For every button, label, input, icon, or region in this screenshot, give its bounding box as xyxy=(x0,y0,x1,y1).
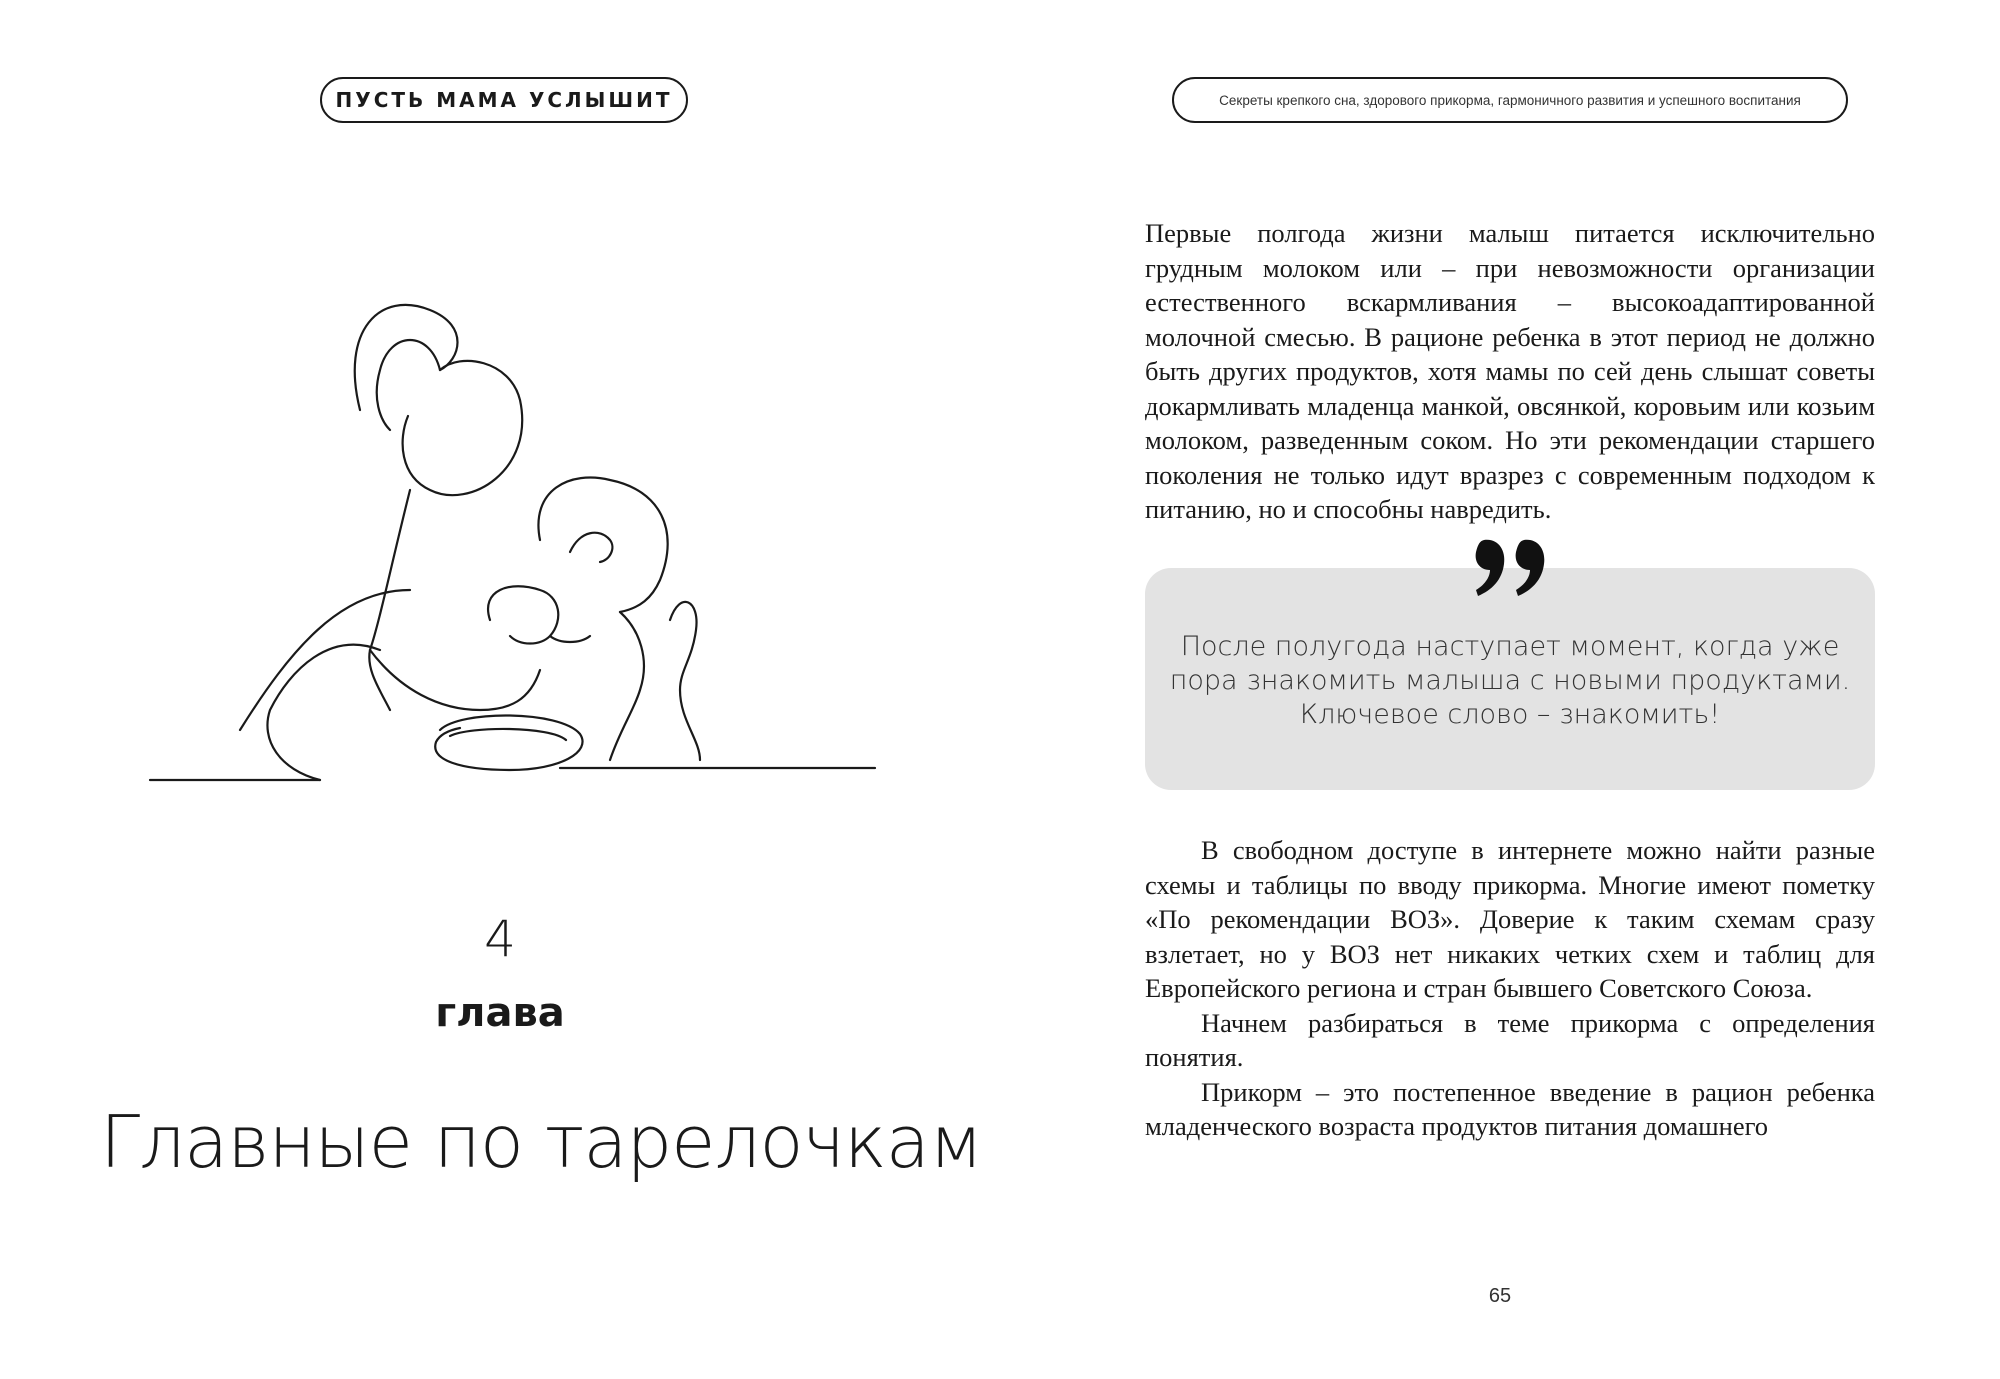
quote-line: Ключевое слово – знакомить! xyxy=(1299,699,1721,730)
body-paragraph: Начнем разбираться в теме прикорма с определения понятия. xyxy=(1145,1007,1875,1072)
quote-text xyxy=(1145,630,1875,732)
book-title-header: ПУСТЬ МАМА УСЛЫШИТ xyxy=(320,77,688,123)
right-page xyxy=(1000,0,2000,1379)
quote-line: пора знакомить малыша с новыми продуктами. xyxy=(1169,665,1851,696)
body-paragraph: Прикорм – это постепенное введение в рацион ребенка младенческого возраста продуктов питания домашнего xyxy=(1145,1076,1875,1141)
body-text xyxy=(1145,833,1875,1144)
quotation-mark-icon xyxy=(1470,530,1550,610)
chapter-label: глава xyxy=(435,990,565,1036)
chapter-title: Главные по тарелочкам xyxy=(100,1100,983,1184)
chapter-number: 4 xyxy=(484,910,516,968)
mother-feeding-child-line-art-icon xyxy=(140,290,880,810)
body-paragraph: Первые полгода жизни малыш питается исключительно грудным молоком или – при невозможности организации естественного вскармливания – высокоадаптированной молочной смесью. В рационе ребенка в этот период не должно быть других продуктов, хотя мамы по сей день слышат советы докармливать младенца манкой, овсянкой, коровьим или козьим молоком, разведенным соком. Но эти рекомендации старшего поколения не только идут вразрез с современным подходом к питанию, но и способны навредить. xyxy=(1145,218,1875,524)
body-paragraph: В свободном доступе в интернете можно найти разные схемы и таблицы по вводу прикорма. Многие имеют пометку «По рекомендации ВОЗ». Доверие к таким схемам сразу взлетает, но у ВОЗ нет никаких четких схем и таблиц для Европейского региона и стран бывшего Советского Союза. xyxy=(1145,835,1875,1003)
page-number: 65 xyxy=(1488,1285,1512,1307)
book-subtitle-header: Секреты крепкого сна, здорового прикорма, гармоничного развития и успешного воспитания xyxy=(1172,77,1848,123)
intro-paragraph xyxy=(1145,216,1875,527)
quote-line: После полугода наступает момент, когда уже xyxy=(1180,631,1840,662)
